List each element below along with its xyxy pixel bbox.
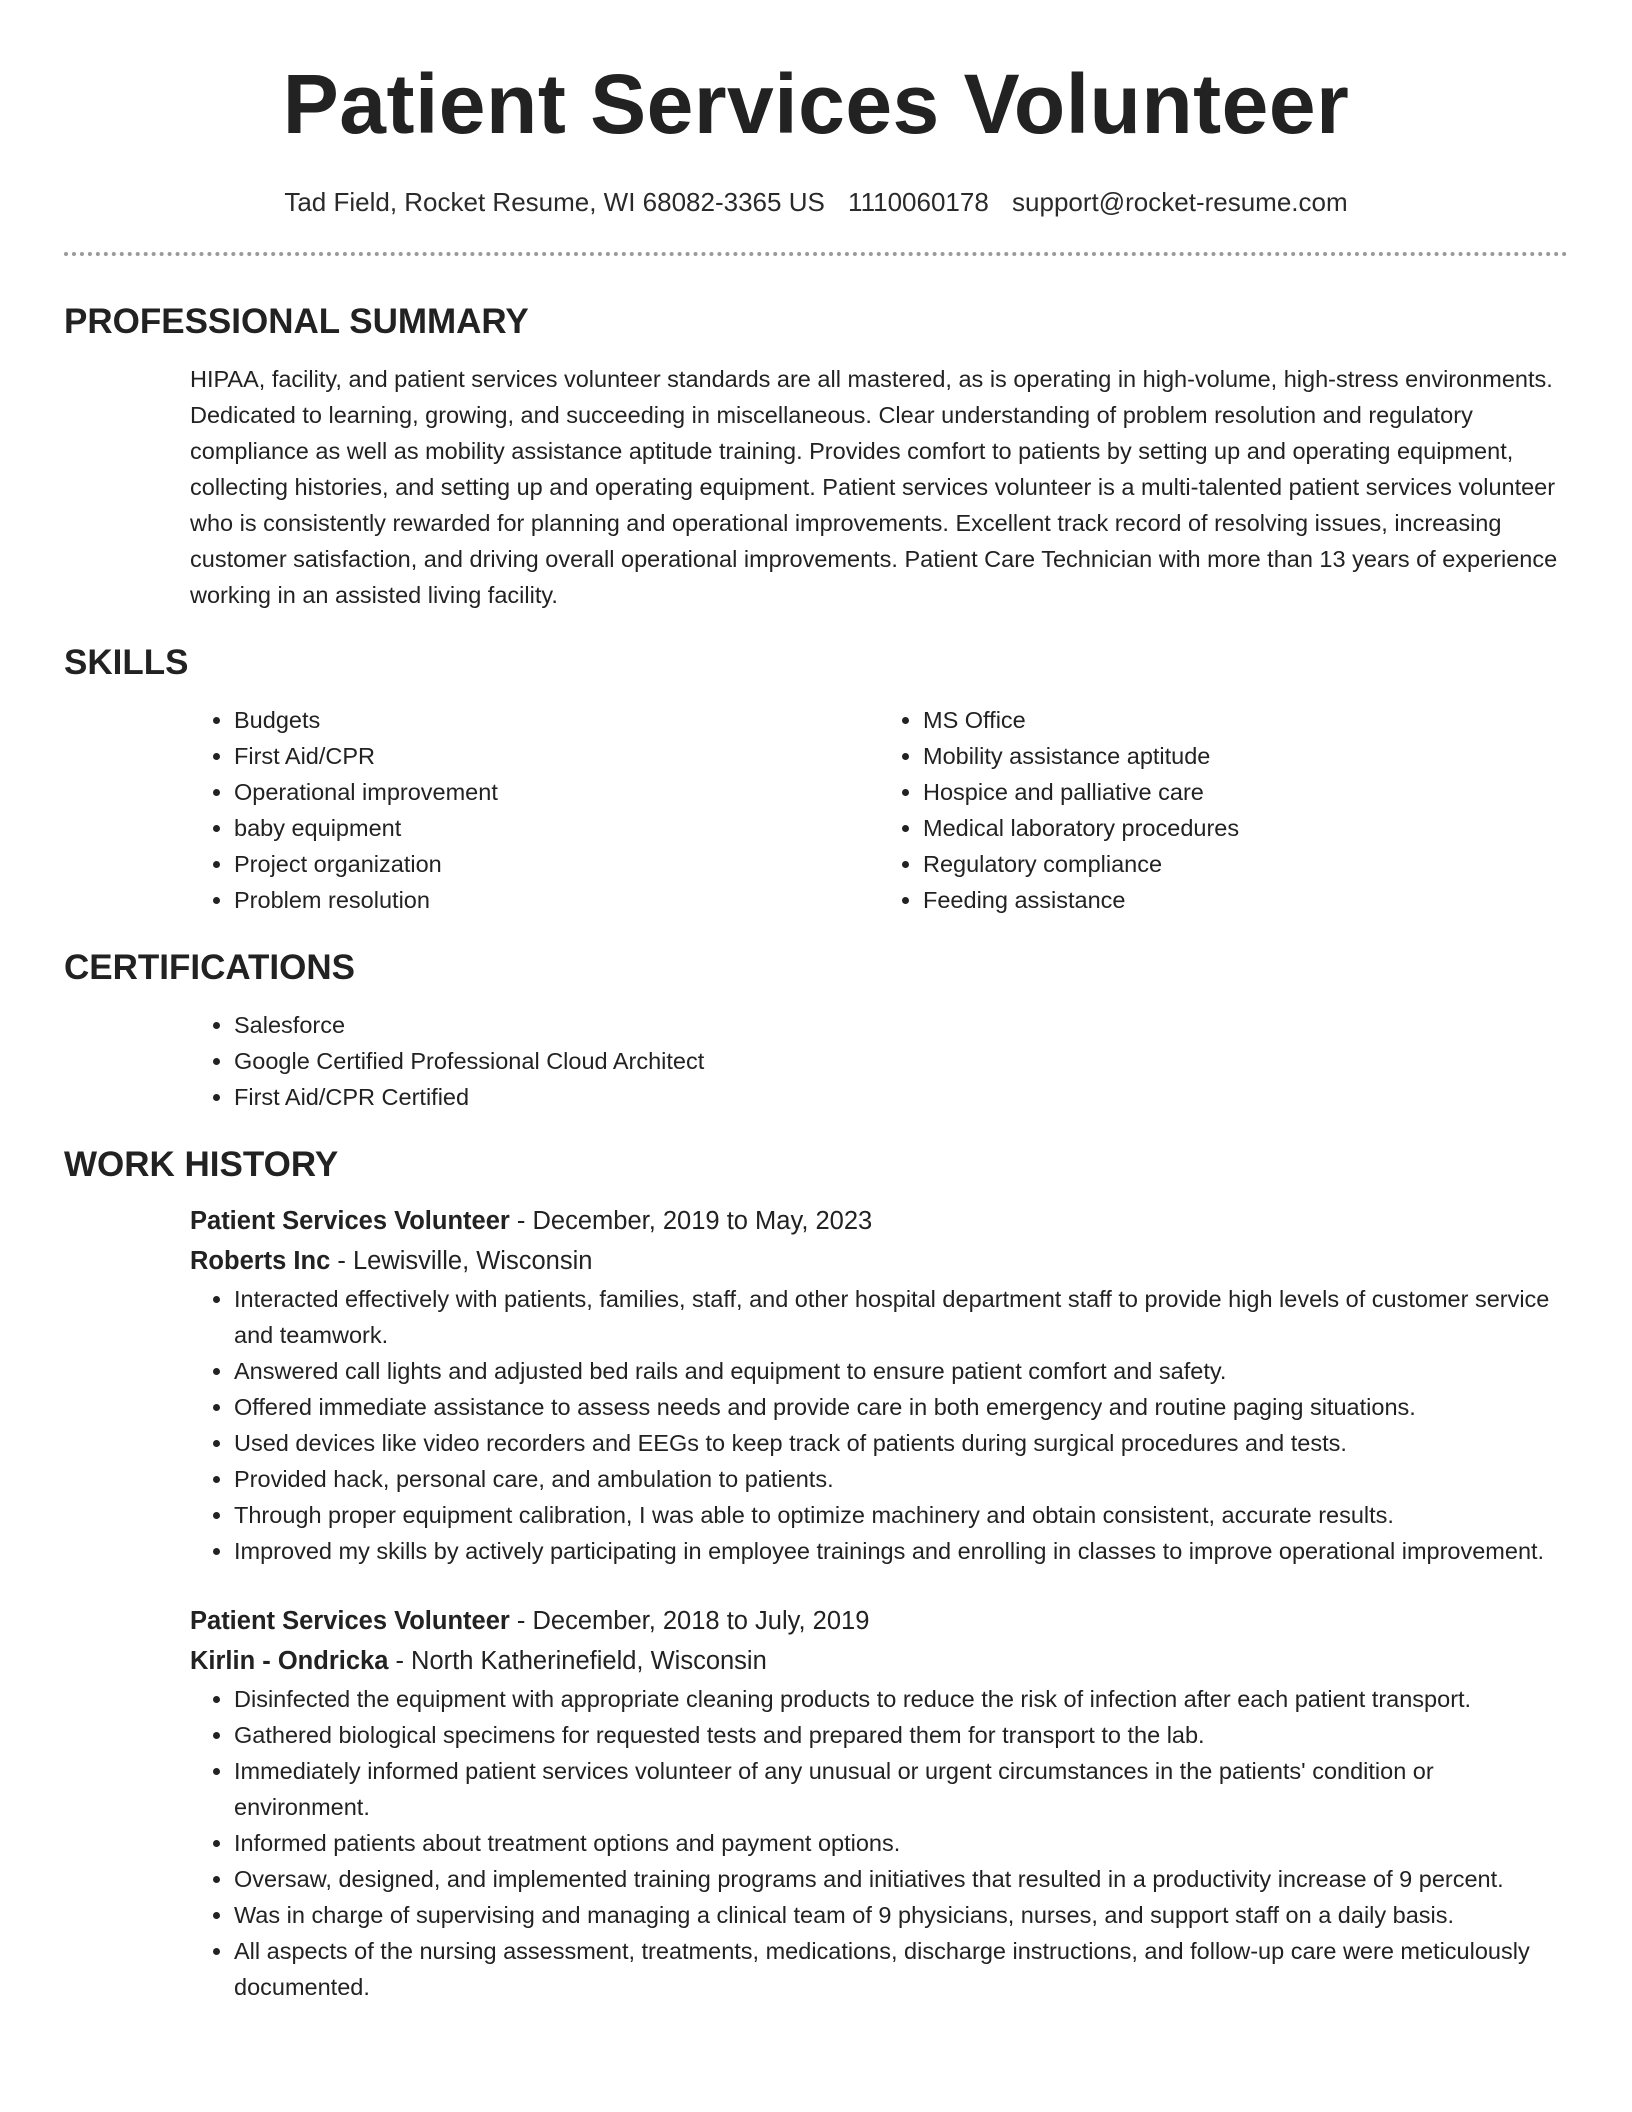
work-history-heading: WORK HISTORY — [64, 1145, 339, 1184]
skill-item: • Medical laboratory procedures — [923, 810, 1568, 846]
job-duty-item: • Improved my skills by actively participating in employee trainings and enrolling in classes to improve operational improvement. — [234, 1533, 1568, 1569]
job-duty-item: • Interacted effectively with patients, families, staff, and other hospital department staff to provide high levels of customer service and teamwork. — [234, 1281, 1568, 1353]
skill-item: • First Aid/CPR — [234, 738, 879, 774]
skill-item: • Problem resolution — [234, 882, 879, 918]
resume-title: Patient Services Volunteer — [282, 57, 1350, 151]
skill-item: • Project organization — [234, 846, 879, 882]
job-role: Patient Services Volunteer — [190, 1207, 510, 1235]
job-title-line — [190, 1201, 1568, 1241]
job-company-line — [190, 1241, 1568, 1281]
skill-item: • Operational improvement — [234, 774, 879, 810]
job-location: - North Katherinefield, Wisconsin — [388, 1647, 767, 1675]
contact-address: Tad Field, Rocket Resume, WI 68082-3365 US — [284, 187, 825, 217]
job-duty-item: • Provided hack, personal care, and ambulation to patients. — [234, 1461, 1568, 1497]
job-dates: - December, 2019 to May, 2023 — [509, 1207, 873, 1235]
work-history-section — [190, 1201, 1568, 2005]
skills-section — [190, 702, 1568, 918]
job-company: Roberts Inc — [190, 1247, 331, 1275]
skills-heading: SKILLS — [64, 643, 189, 682]
contact-line — [64, 186, 1568, 218]
contact-email[interactable]: support@rocket-resume.com — [1012, 187, 1348, 217]
skills-list-left — [190, 702, 879, 918]
job-entry — [190, 1601, 1568, 2005]
job-duty-item: • Used devices like video recorders and EEGs to keep track of patients during surgical procedures and tests. — [234, 1425, 1568, 1461]
summary-section — [190, 361, 1568, 613]
job-dates: - December, 2018 to July, 2019 — [509, 1607, 870, 1635]
skill-item: • Feeding assistance — [923, 882, 1568, 918]
job-duties-list — [190, 1281, 1568, 1569]
skill-item: • Hospice and palliative care — [923, 774, 1568, 810]
skill-item: • MS Office — [923, 702, 1568, 738]
certifications-heading: CERTIFICATIONS — [64, 948, 356, 987]
job-duty-item: • Was in charge of supervising and managing a clinical team of 9 physicians, nurses, and support staff on a daily basis. — [234, 1897, 1568, 1933]
job-duties-list — [190, 1681, 1568, 2005]
job-duty-item: • Gathered biological specimens for requested tests and prepared them for transport to the lab. — [234, 1717, 1568, 1753]
job-duty-item: • All aspects of the nursing assessment, treatments, medications, discharge instructions, and follow-up care were meticulously documented. — [234, 1933, 1568, 2005]
job-duty-item: • Through proper equipment calibration, I was able to optimize machinery and obtain consistent, accurate results. — [234, 1497, 1568, 1533]
job-title-line — [190, 1601, 1568, 1641]
job-duty-item: • Offered immediate assistance to assess needs and provide care in both emergency and routine paging situations. — [234, 1389, 1568, 1425]
job-duty-item: • Disinfected the equipment with appropriate cleaning products to reduce the risk of infection after each patient transport. — [234, 1681, 1568, 1717]
job-duty-item: • Informed patients about treatment options and payment options. — [234, 1825, 1568, 1861]
summary-text: HIPAA, facility, and patient services volunteer standards are all mastered, as is operating in high-volume, high-stress environments. Dedicated to learning, growing, and succeeding in miscellaneous. Clear understanding of problem resolution and regulatory compliance as well as mobility assistance aptitude training. Provides comfort to patients by setting up and operating equipment, collecting histories, and setting up and operating equipment. Patient services volunteer is a multi-talented patient services volunteer who is consistently rewarded for planning and operational improvements. Excellent track record of resolving issues, increasing customer satisfaction, and driving overall operational improvements. Patient Care Technician with more than 13 years of experience working in an assisted living facility. — [190, 366, 1558, 608]
job-duty-item: • Immediately informed patient services volunteer of any unusual or urgent circumstances in the patients' condition or environment. — [234, 1753, 1568, 1825]
contact-phone: 1110060178 — [848, 187, 989, 217]
skill-item: • Regulatory compliance — [923, 846, 1568, 882]
skill-item: • baby equipment — [234, 810, 879, 846]
job-company-line — [190, 1641, 1568, 1681]
resume-page — [64, 0, 1568, 2005]
summary-heading: PROFESSIONAL SUMMARY — [64, 302, 529, 341]
job-location: - Lewisville, Wisconsin — [330, 1247, 593, 1275]
skill-item: • Mobility assistance aptitude — [923, 738, 1568, 774]
skill-item: • Budgets — [234, 702, 879, 738]
certification-item: • First Aid/CPR Certified — [234, 1079, 1568, 1115]
certification-item: • Google Certified Professional Cloud Architect — [234, 1043, 1568, 1079]
certifications-section — [190, 1007, 1568, 1115]
certification-item: • Salesforce — [234, 1007, 1568, 1043]
skills-list-right — [879, 702, 1568, 918]
job-role: Patient Services Volunteer — [190, 1607, 510, 1635]
certifications-list — [190, 1007, 1568, 1115]
job-company: Kirlin - Ondricka — [190, 1647, 389, 1675]
job-duty-item: • Answered call lights and adjusted bed rails and equipment to ensure patient comfort and safety. — [234, 1353, 1568, 1389]
job-entry — [190, 1201, 1568, 1569]
header-divider — [64, 252, 1568, 256]
job-duty-item: • Oversaw, designed, and implemented training programs and initiatives that resulted in a productivity increase of 9 percent. — [234, 1861, 1568, 1897]
